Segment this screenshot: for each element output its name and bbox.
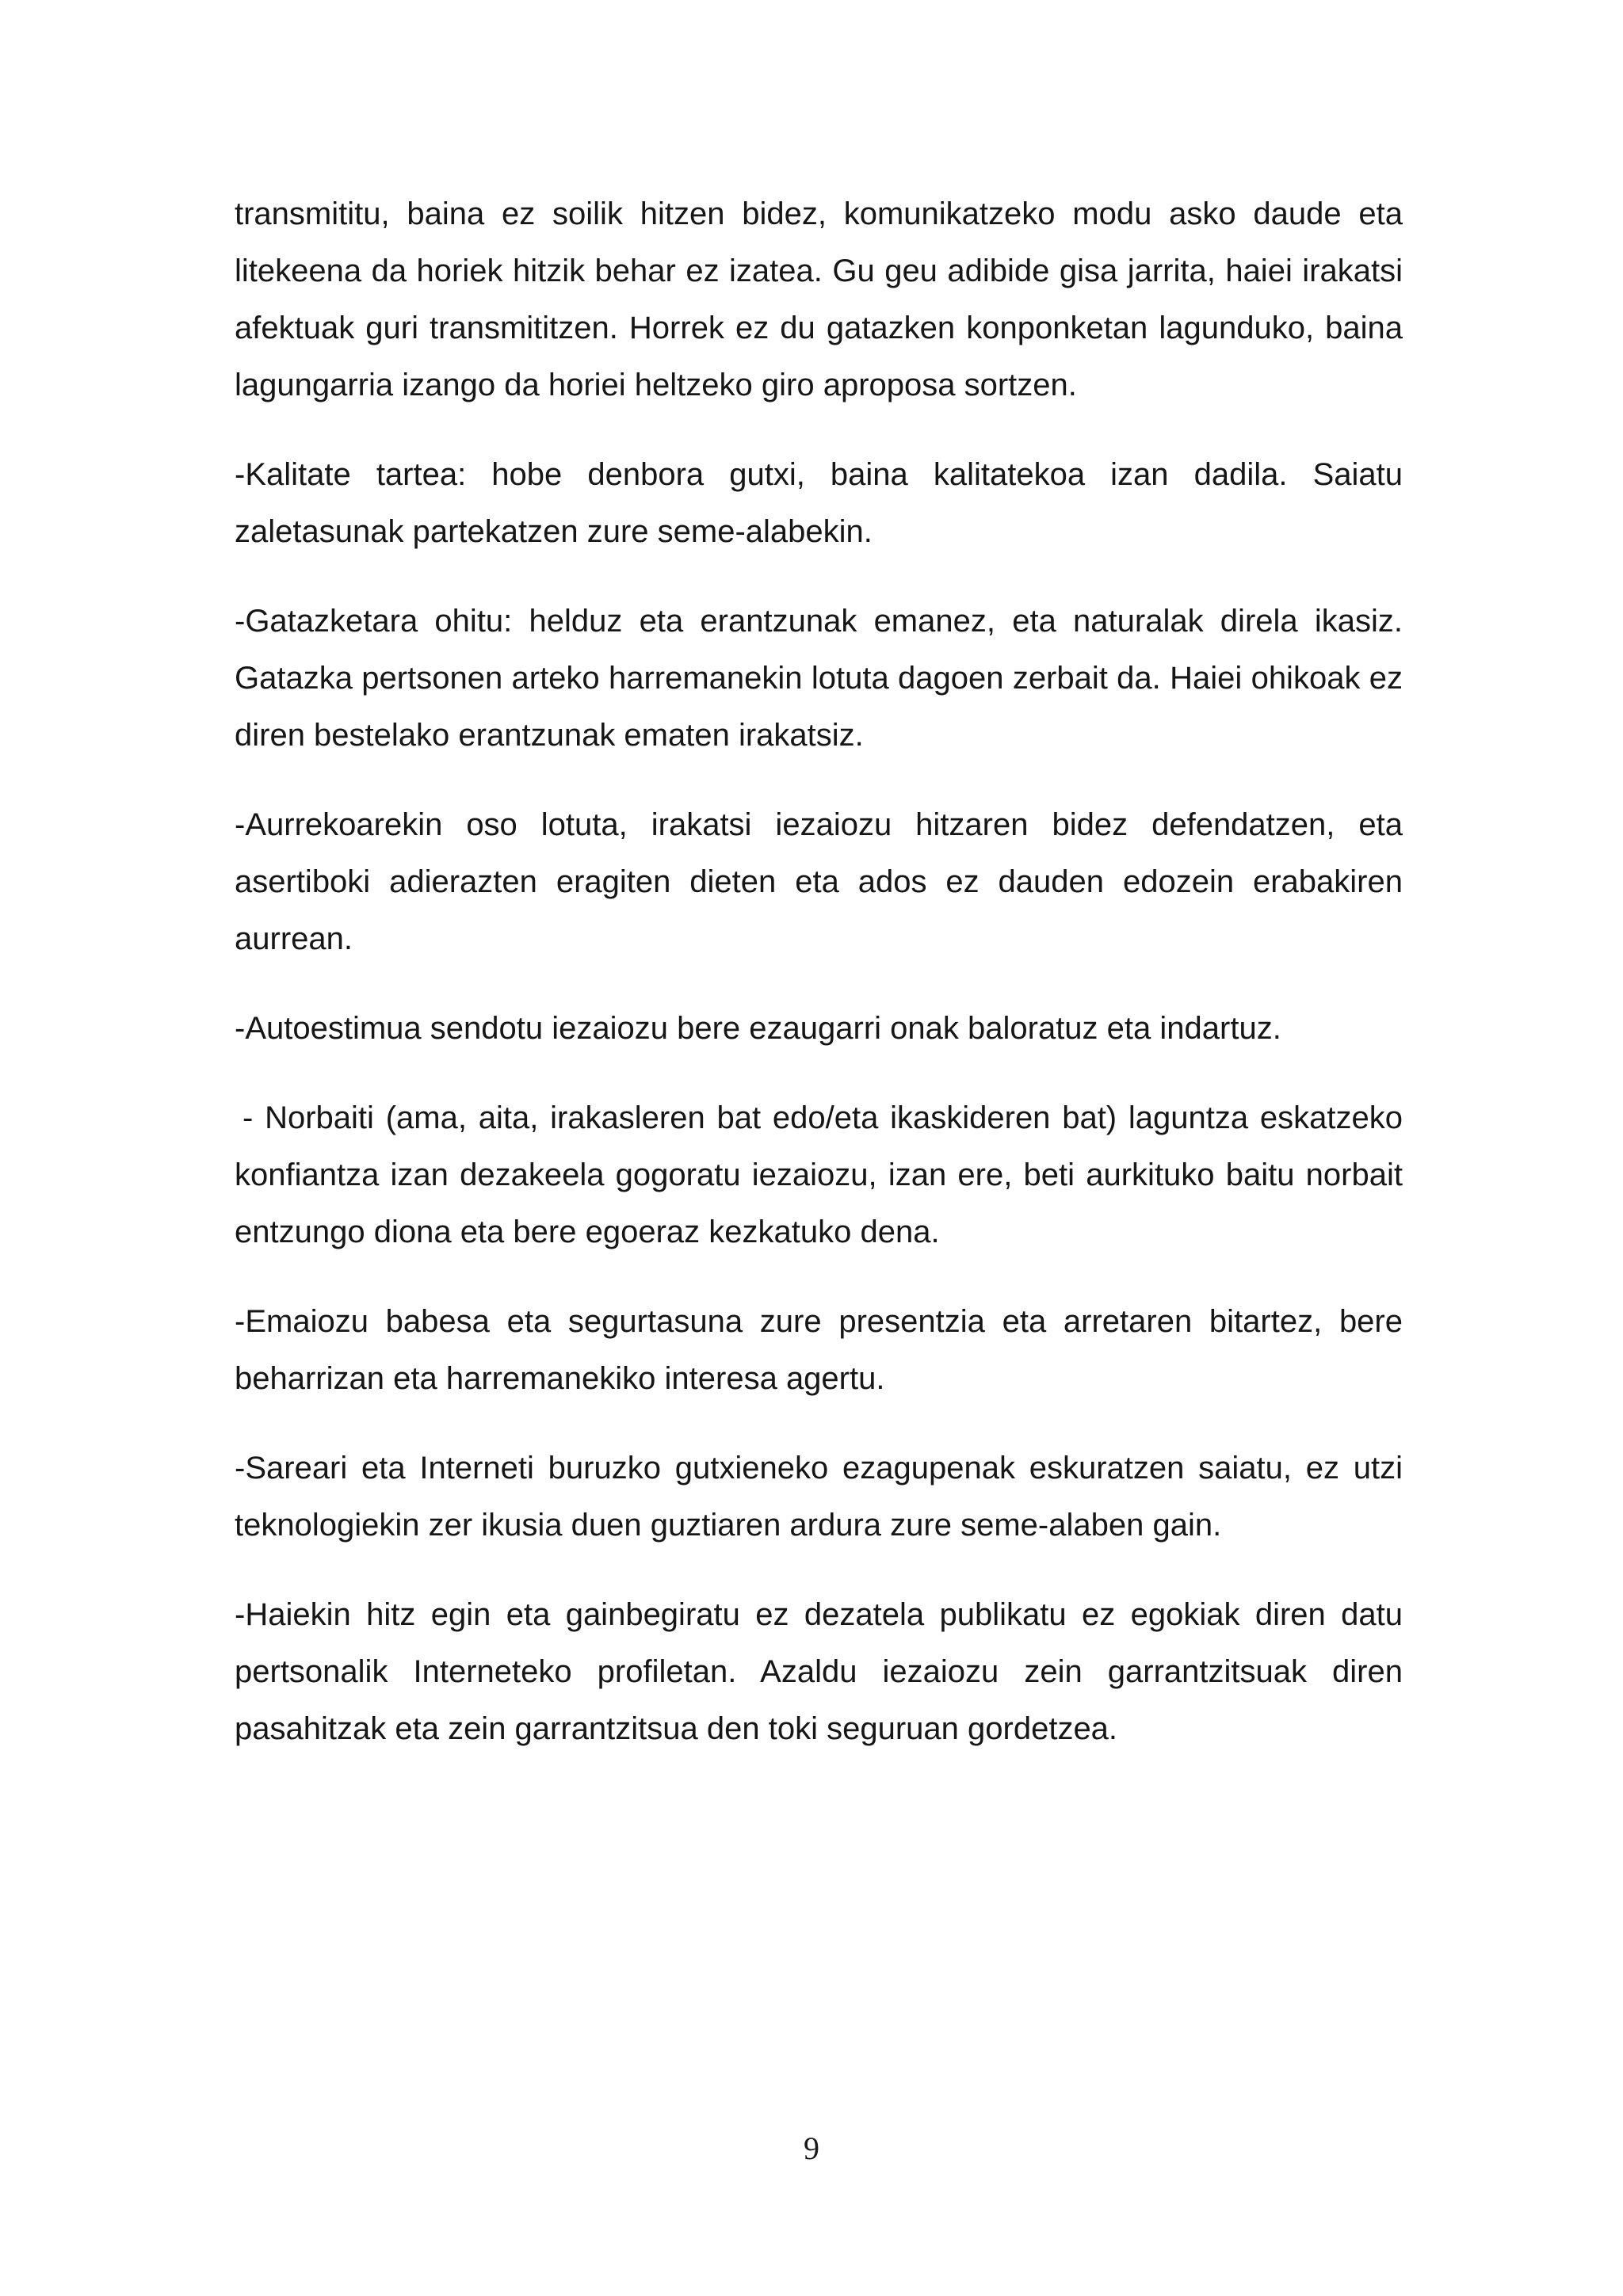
paragraph-haiekin: -Haiekin hitz egin eta gainbegiratu ez dezatela publikatu ez egokiak diren datu pertsonalik Interneteko profiletan. Azaldu iezaiozu zein garrantzitsuak diren pasahitzak eta zein garrantzitsua den toki seguruan gordetzea. xyxy=(235,1597,1403,1746)
paragraph-kalitate-tartea: -Kalitate tartea: hobe denbora gutxi, baina kalitatekoa izan dadila. Saiatu zaletasunak partekatzen zure seme-alabekin. xyxy=(235,457,1403,549)
paragraph-sareari: -Sareari eta Interneti buruzko gutxieneko ezagupenak eskuratzen saiatu, ez utzi teknologiekin zer ikusia duen guztiaren ardura zure seme-alaben gain. xyxy=(235,1451,1403,1543)
page-number: 9 xyxy=(804,2130,819,2166)
paragraph-continuation: transmititu, baina ez soilik hitzen bidez, komunikatzeko modu asko daude eta litekeena da horiek hitzik behar ez izatea. Gu geu adibide gisa jarrita, haiei irakatsi afektuak guri transmititzen. Horrek ez du gatazken konponketan lagunduko, baina lagungarria izango da horiei heltzeko giro aproposa sortzen. xyxy=(235,196,1403,402)
paragraph-autoestimua: -Autoestimua sendotu iezaiozu bere ezaugarri onak baloratuz eta indartuz. xyxy=(235,1011,1281,1046)
paragraph-gatazketara-ohitu: -Gatazketara ohitu: helduz eta erantzunak emanez, eta naturalak direla ikasiz. Gatazka pertsonen arteko harremanekin lotuta dagoen zerbait da. Haiei ohikoak ez diren bestelako erantzunak ematen irakatsiz. xyxy=(235,604,1403,753)
paragraph-aurrekoarekin: -Aurrekoarekin oso lotuta, irakatsi iezaiozu hitzaren bidez defendatzen, eta asertiboki adierazten eragiten dieten eta ados ez dauden edozein erabakiren aurrean. xyxy=(235,807,1403,956)
body-text xyxy=(235,185,1403,1790)
paragraph-emaiozu-babesa: -Emaiozu babesa eta segurtasuna zure presentzia eta arretaren bitartez, bere beharrizan eta harremanekiko interesa agertu. xyxy=(235,1304,1403,1396)
paragraph-norbaiti: - Norbaiti (ama, aita, irakasleren bat edo/eta ikaskideren bat) laguntza eskatzeko konfiantza izan dezakeela gogoratu iezaiozu, izan ere, beti aurkituko baitu norbait entzungo diona eta bere egoeraz kezkatuko dena. xyxy=(235,1100,1403,1249)
